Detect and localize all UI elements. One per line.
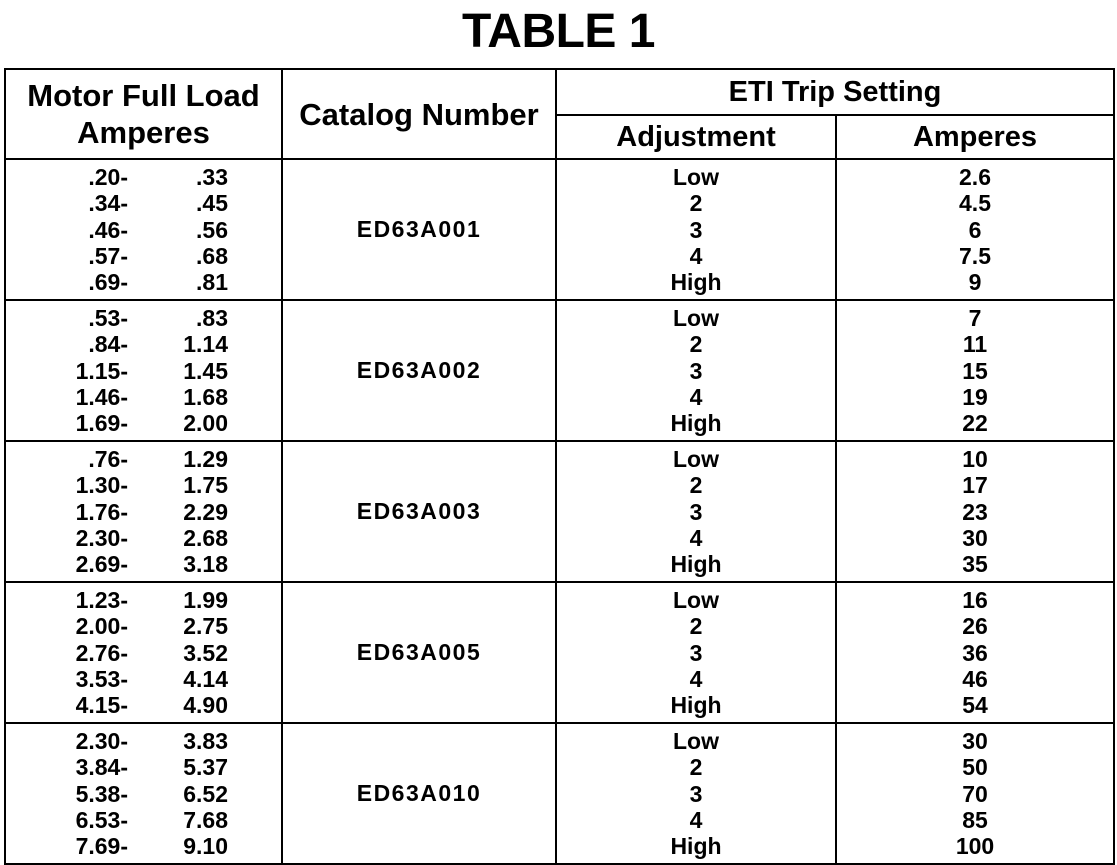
adjustment-value: Low: [673, 305, 719, 331]
range-low: .84-: [88, 331, 128, 358]
adjustment-cell: [556, 582, 836, 723]
range-low: 2.76-: [75, 639, 128, 666]
range-low: 2.00-: [75, 613, 128, 640]
amperes-value: 85: [962, 806, 988, 833]
amperes-value: 70: [962, 780, 988, 807]
range-high: 1.99: [183, 587, 228, 613]
table-row: [5, 441, 1114, 582]
motor-range-cell: [5, 300, 282, 441]
range-low: .53-: [88, 305, 128, 331]
adjustment-value: 2: [689, 754, 703, 781]
catalog-number-cell: ED63A010: [282, 723, 556, 864]
header-eti-trip-setting: ETI Trip Setting: [556, 69, 1114, 115]
amperes-value: 46: [962, 665, 988, 692]
range-high: .68: [196, 242, 228, 269]
range-high: 1.75: [183, 472, 228, 499]
adjustment-value: 2: [689, 613, 703, 640]
range-low: 1.23-: [75, 587, 128, 613]
range-high: 2.68: [183, 524, 228, 551]
range-high: 5.37: [183, 754, 228, 781]
range-low: .69-: [88, 269, 128, 296]
range-high: 3.18: [183, 551, 228, 578]
range-low: 2.30-: [75, 524, 128, 551]
adjustment-value: 2: [689, 331, 703, 358]
amperes-value: 23: [962, 498, 988, 525]
adjustment-value: High: [670, 551, 722, 578]
range-low: 6.53-: [75, 806, 128, 833]
adjustment-value: Low: [673, 587, 719, 613]
amperes-value: 4.5: [959, 190, 991, 217]
amperes-cell: [836, 300, 1114, 441]
adjustment-value: 4: [689, 383, 703, 410]
amperes-value: 19: [962, 383, 988, 410]
range-low: .34-: [88, 190, 128, 217]
range-low: 3.84-: [75, 754, 128, 781]
amperes-value: 36: [962, 639, 988, 666]
range-low: 2.30-: [75, 728, 128, 754]
amperes-value: 7: [968, 305, 982, 331]
amperes-value: 22: [962, 410, 988, 437]
range-low: 1.30-: [75, 472, 128, 499]
amperes-value: 15: [962, 357, 988, 384]
adjustment-value: 3: [689, 780, 703, 807]
adjustment-value: Low: [673, 446, 719, 472]
amperes-value: 100: [955, 833, 995, 860]
adjustment-cell: [556, 723, 836, 864]
amperes-value: 11: [962, 331, 988, 358]
header-motor-full-load-amperes: Motor Full Load Amperes: [5, 69, 282, 159]
amperes-value: 50: [962, 754, 988, 781]
motor-range-cell: [5, 159, 282, 300]
adjustment-value: 3: [689, 639, 703, 666]
range-high: 2.29: [183, 498, 228, 525]
trip-setting-table: [4, 68, 1115, 865]
amperes-value: 10: [962, 446, 988, 472]
amperes-value: 17: [962, 472, 988, 499]
adjustment-value: High: [670, 833, 722, 860]
range-high: 1.29: [183, 446, 228, 472]
amperes-cell: [836, 441, 1114, 582]
range-high: 1.68: [183, 383, 228, 410]
range-high: .56: [196, 216, 228, 243]
header-amperes: Amperes: [836, 115, 1114, 159]
table-row: [5, 582, 1114, 723]
range-high: .83: [196, 305, 228, 331]
range-low: 5.38-: [75, 780, 128, 807]
amperes-cell: [836, 723, 1114, 864]
amperes-value: 30: [962, 728, 988, 754]
range-high: 3.52: [183, 639, 228, 666]
range-high: 6.52: [183, 780, 228, 807]
catalog-number-cell: ED63A001: [282, 159, 556, 300]
amperes-value: 54: [962, 692, 988, 719]
amperes-cell: [836, 582, 1114, 723]
adjustment-value: 3: [689, 216, 703, 243]
range-high: 2.75: [183, 613, 228, 640]
motor-range-cell: [5, 582, 282, 723]
adjustment-value: High: [670, 269, 722, 296]
range-low: 3.53-: [75, 665, 128, 692]
range-high: 7.68: [183, 806, 228, 833]
amperes-value: 7.5: [959, 242, 991, 269]
range-low: 1.15-: [75, 357, 128, 384]
adjustment-value: 4: [689, 806, 703, 833]
range-high: 1.14: [183, 331, 228, 358]
motor-range-cell: [5, 723, 282, 864]
range-low: 1.76-: [75, 498, 128, 525]
adjustment-value: 4: [689, 524, 703, 551]
range-low: .57-: [88, 242, 128, 269]
catalog-number-cell: ED63A003: [282, 441, 556, 582]
range-low: 4.15-: [75, 692, 128, 719]
range-low: 1.46-: [75, 383, 128, 410]
range-high: 4.90: [183, 692, 228, 719]
adjustment-value: 2: [689, 472, 703, 499]
amperes-value: 35: [962, 551, 988, 578]
adjustment-value: High: [670, 692, 722, 719]
range-low: 1.69-: [75, 410, 128, 437]
adjustment-cell: [556, 300, 836, 441]
adjustment-cell: [556, 441, 836, 582]
motor-range-cell: [5, 441, 282, 582]
range-high: .45: [196, 190, 228, 217]
catalog-number-cell: ED63A002: [282, 300, 556, 441]
range-high: .33: [196, 164, 228, 190]
adjustment-value: 2: [689, 190, 703, 217]
range-low: 2.69-: [75, 551, 128, 578]
adjustment-value: 4: [689, 242, 703, 269]
header-catalog-number: Catalog Number: [282, 69, 556, 159]
range-high: 3.83: [183, 728, 228, 754]
range-low: .46-: [88, 216, 128, 243]
amperes-value: 6: [968, 216, 982, 243]
range-high: 2.00: [183, 410, 228, 437]
adjustment-value: 4: [689, 665, 703, 692]
range-low: .20-: [88, 164, 128, 190]
page-title: TABLE 1: [462, 5, 655, 58]
range-low: 7.69-: [75, 833, 128, 860]
adjustment-value: Low: [673, 728, 719, 754]
adjustment-value: High: [670, 410, 722, 437]
amperes-value: 26: [962, 613, 988, 640]
header-adjustment: Adjustment: [556, 115, 836, 159]
adjustment-cell: [556, 159, 836, 300]
amperes-value: 9: [968, 269, 982, 296]
adjustment-value: 3: [689, 498, 703, 525]
range-high: 9.10: [183, 833, 228, 860]
amperes-value: 2.6: [959, 164, 991, 190]
catalog-number-cell: ED63A005: [282, 582, 556, 723]
adjustment-value: Low: [673, 164, 719, 190]
table-row: [5, 723, 1114, 864]
adjustment-value: 3: [689, 357, 703, 384]
table-row: [5, 300, 1114, 441]
amperes-cell: [836, 159, 1114, 300]
amperes-value: 30: [962, 524, 988, 551]
range-low: .76-: [88, 446, 128, 472]
amperes-value: 16: [962, 587, 988, 613]
range-high: 1.45: [183, 357, 228, 384]
range-high: .81: [196, 269, 228, 296]
table-row: [5, 159, 1114, 300]
range-high: 4.14: [183, 665, 228, 692]
table-body: [5, 159, 1114, 864]
